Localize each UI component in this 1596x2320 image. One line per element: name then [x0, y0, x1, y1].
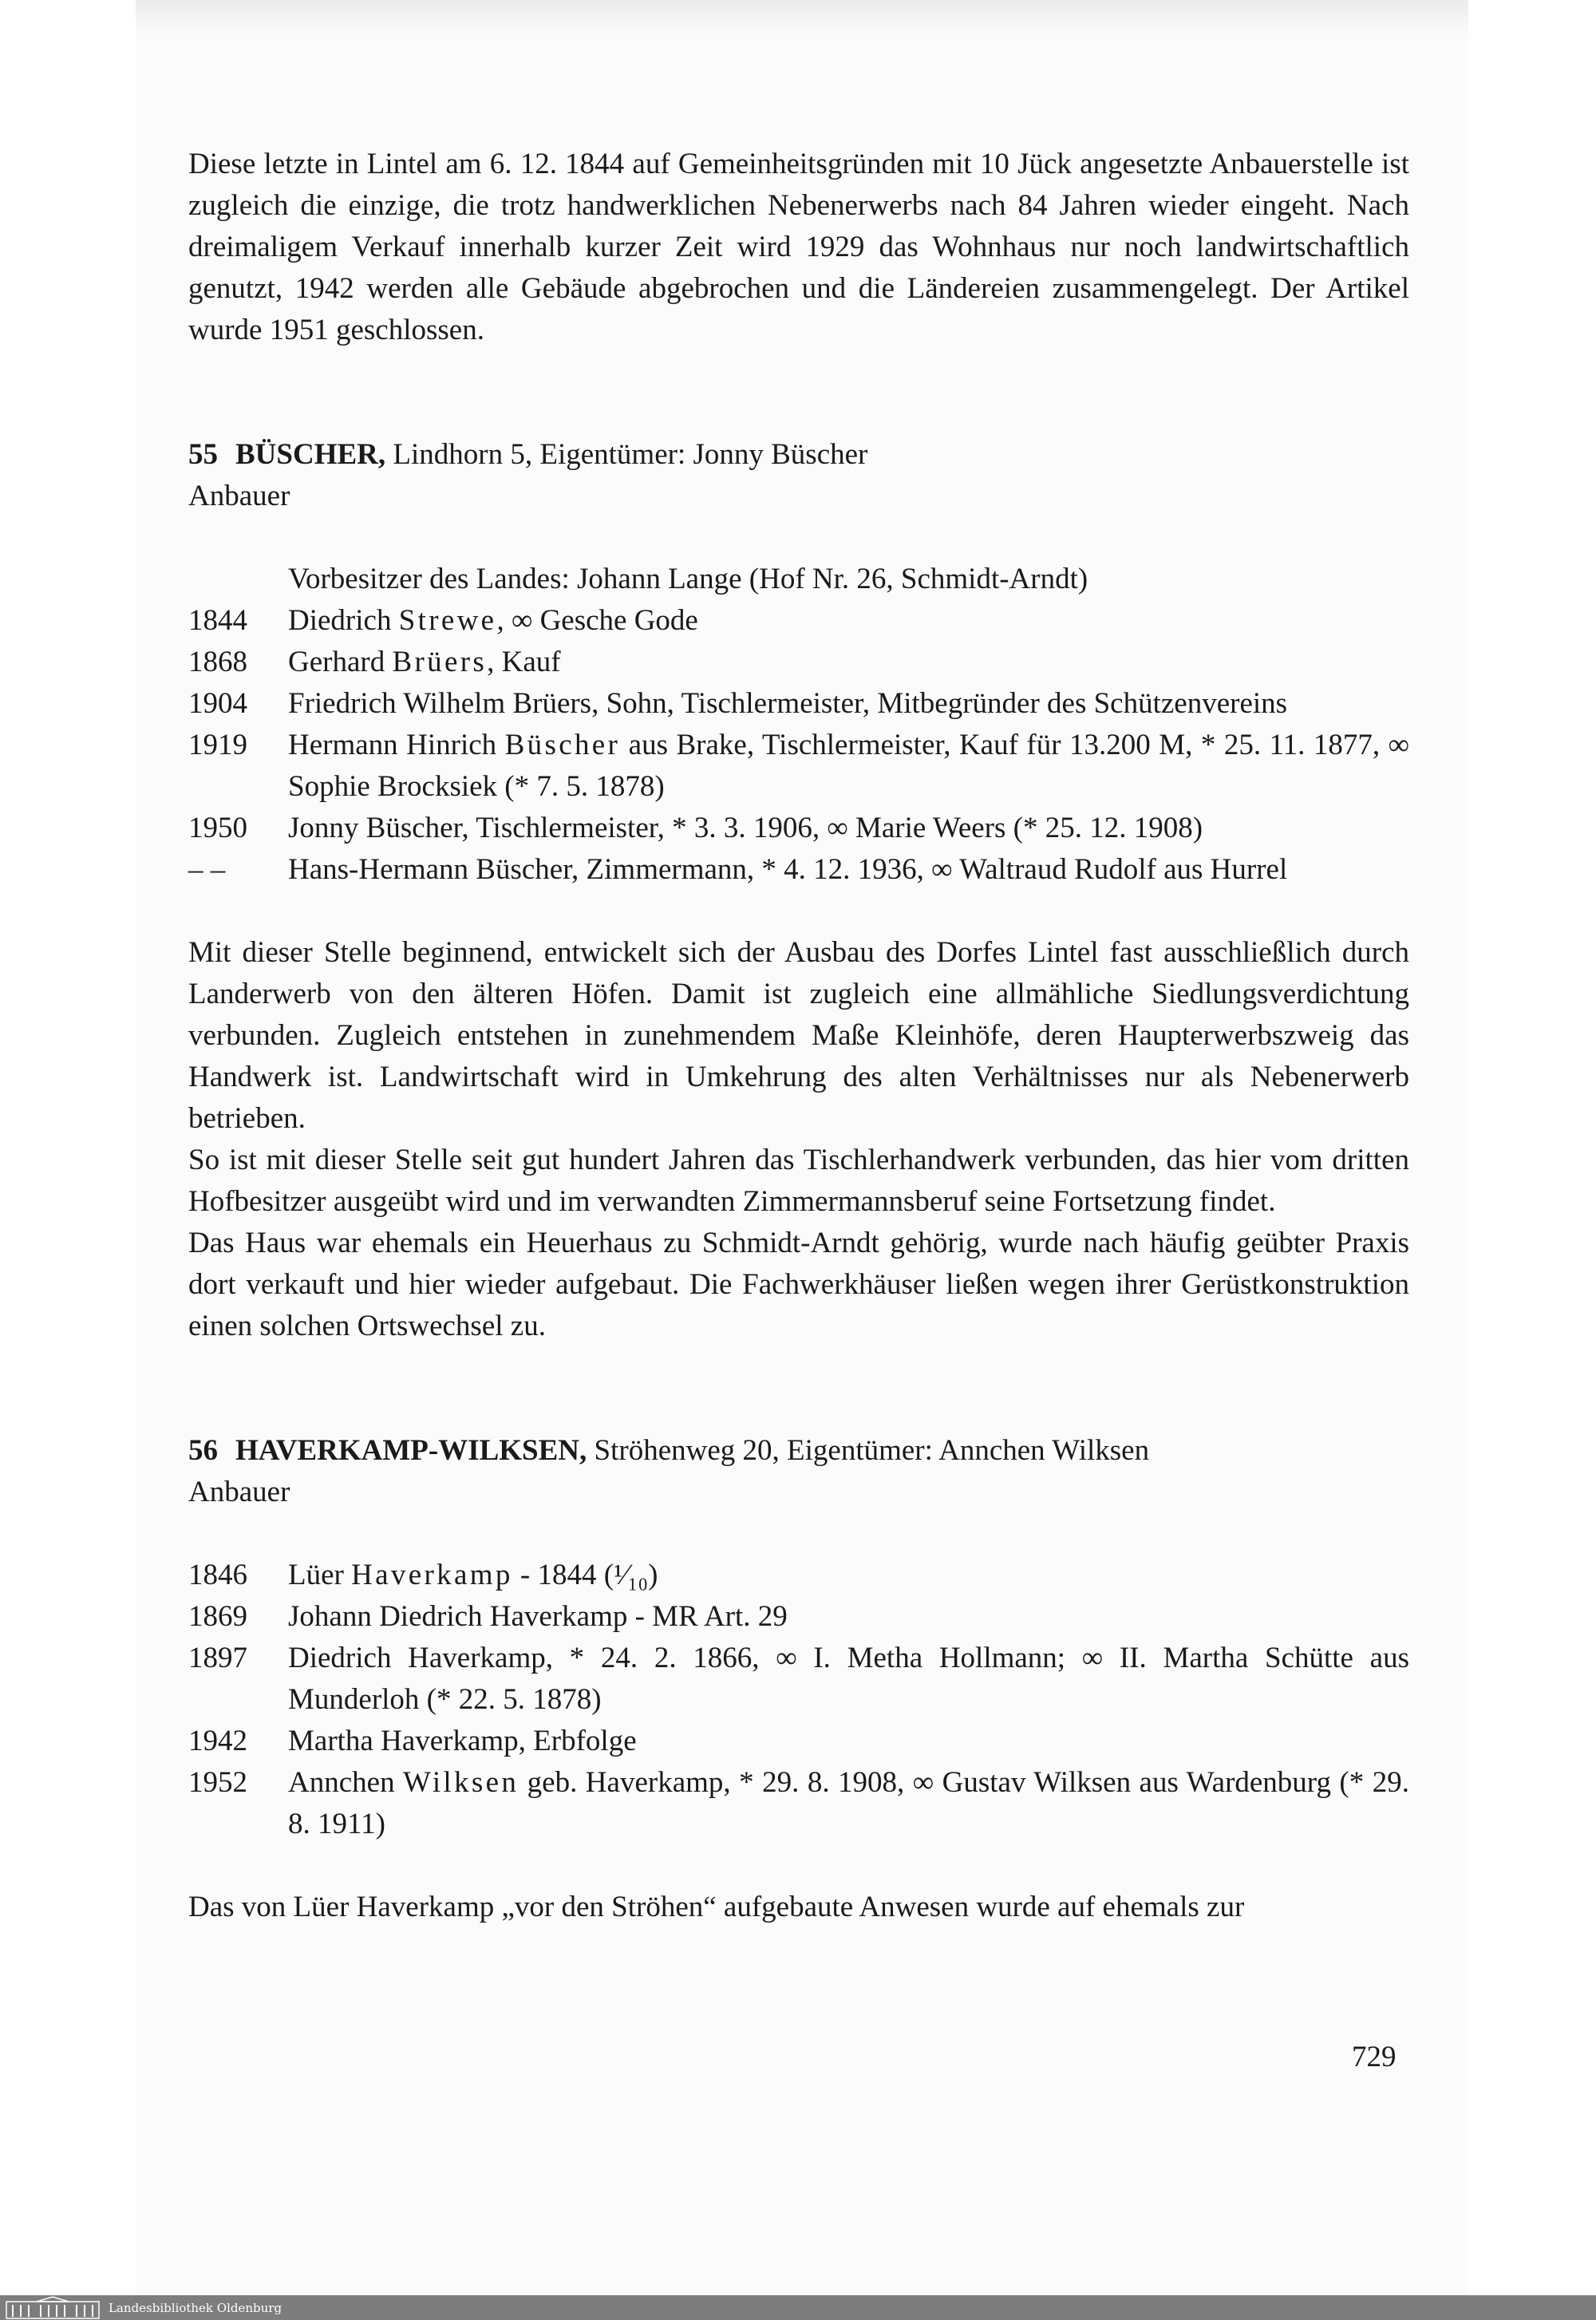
- owner-entry: [188, 600, 1409, 642]
- entry-type: Anbauer: [188, 1476, 290, 1508]
- entry-name: BÜSCHER,: [235, 438, 386, 471]
- owner-year: 1952: [188, 1766, 247, 1799]
- owner-year: 1919: [188, 729, 247, 761]
- owner-entry: [188, 559, 1409, 600]
- owner-year: [188, 559, 288, 600]
- owner-entry: [188, 1638, 1409, 1721]
- owner-entry: [188, 1721, 1409, 1762]
- document-body: [188, 144, 1409, 1928]
- owner-text: Jonny Büscher, Tischlermeister, * 3. 3. 1906, ∞ Marie Weers (* 25. 12. 1908): [288, 812, 1203, 844]
- entry-number: 56: [188, 1434, 218, 1467]
- entry-details: Lindhorn 5, Eigentümer: Jonny Büscher: [393, 438, 868, 471]
- owner-year: 1950: [188, 812, 247, 844]
- owner-text: Friedrich Wilhelm Brüers, Sohn, Tischlermeister, Mitbegründer des Schützenvereins: [288, 687, 1288, 720]
- owner-text: Martha Haverkamp, Erbfolge: [288, 1725, 637, 1757]
- entry-55-heading: [188, 434, 1409, 476]
- owner-entry: [188, 1762, 1409, 1845]
- owner-entry: [188, 683, 1409, 725]
- owner-entry: [188, 1596, 1409, 1638]
- entry-type: Anbauer: [188, 480, 290, 512]
- page-number: 729: [1352, 2041, 1396, 2073]
- owner-text: Vorbesitzer des Landes: Johann Lange (Hof Nr. 26, Schmidt-Arndt): [288, 563, 1088, 595]
- owner-list: [188, 559, 1409, 891]
- owner-year: 1846: [188, 1559, 247, 1591]
- owner-year: – –: [188, 853, 226, 886]
- scan-top-shadow: [136, 0, 1468, 36]
- owner-year: 1942: [188, 1725, 247, 1757]
- owner-year: 1869: [188, 1600, 247, 1633]
- owner-entry: [188, 725, 1409, 808]
- owner-entry: [188, 849, 1409, 891]
- entry-number: 55: [188, 438, 218, 471]
- entry-name: HAVERKAMP-WILKSEN,: [235, 1434, 587, 1467]
- owner-text: Gerhard Brüers, Kauf: [288, 646, 561, 678]
- owner-text: Diedrich Strewe, ∞ Gesche Gode: [288, 604, 698, 637]
- owner-year: 1844: [188, 604, 247, 637]
- library-building-icon: [5, 2295, 101, 2320]
- owner-year: 1897: [188, 1642, 247, 1674]
- owner-text: Diedrich Haverkamp, * 24. 2. 1866, ∞ I. Metha Hollmann; ∞ II. Martha Schütte aus Munderloh (* 22. 5. 1878): [288, 1642, 1409, 1716]
- entry-55: [188, 434, 1409, 1347]
- owner-text: Hans-Hermann Büscher, Zimmermann, * 4. 12. 1936, ∞ Waltraud Rudolf aus Hurrel: [288, 853, 1288, 886]
- owner-year: 1904: [188, 687, 247, 720]
- closing-paragraph: Das von Lüer Haverkamp „vor den Ströhen“ aufgebaute Anwesen wurde auf ehemals zur: [188, 1891, 1245, 1923]
- entry-56: [188, 1430, 1409, 1928]
- owner-text: Annchen Wilksen geb. Haverkamp, * 29. 8. 1908, ∞ Gustav Wilksen aus Wardenburg (* 29. 8. 1911): [288, 1766, 1409, 1840]
- entry-56-heading: [188, 1430, 1409, 1472]
- library-name: Landesbibliothek Oldenburg: [109, 2300, 282, 2315]
- intro-paragraph: Diese letzte in Lintel am 6. 12. 1844 auf Gemeinheitsgründen mit 10 Jück angesetzte Anbauerstelle ist zugleich die einzige, die trotz handwerklichen Nebenerwerbs nach 84 Jahren wieder eingeht. Nach dreimaligem Verkauf innerhalb kurzer Zeit wird 1929 das Wohnhaus nur noch landwirtschaftlich genutzt, 1942 werden alle Gebäude abgebrochen und die Ländereien zusammengelegt. Der Artikel wurde 1951 geschlossen.: [188, 148, 1409, 346]
- body-paragraph: Das Haus war ehemals ein Heuerhaus zu Schmidt-Arndt gehörig, wurde nach häufig geübter Praxis dort verkauft und hier wieder aufgebaut. Die Fachwerkhäuser ließen wegen ihrer Gerüstkonstruktion einen solchen Ortswechsel zu.: [188, 1227, 1409, 1342]
- owner-entry: [188, 1555, 1409, 1596]
- owner-entry: [188, 808, 1409, 849]
- body-paragraph: Mit dieser Stelle beginnend, entwickelt sich der Ausbau des Dorfes Lintel fast ausschließlich durch Landerwerb von den älteren Höfen. Damit ist zugleich eine allmähliche Siedlungsverdichtung verbunden. Zugleich entstehen in zunehmendem Maße Kleinhöfe, deren Haupterwerbszweig das Handwerk ist. Landwirtschaft wird in Umkehrung des alten Verhältnisses nur als Nebenerwerb betrieben.: [188, 936, 1409, 1135]
- owner-text: Johann Diedrich Haverkamp - MR Art. 29: [288, 1600, 788, 1633]
- owner-year: 1868: [188, 646, 247, 678]
- body-paragraph: So ist mit dieser Stelle seit gut hundert Jahren das Tischlerhandwerk verbunden, das hier vom dritten Hofbesitzer ausgeübt wird und im verwandten Zimmermannsberuf seine Fortsetzung findet.: [188, 1144, 1409, 1218]
- owner-entry: [188, 642, 1409, 683]
- library-footer: [0, 2295, 1596, 2320]
- entry-details: Ströhenweg 20, Eigentümer: Annchen Wilksen: [594, 1434, 1150, 1467]
- owner-text: Lüer Haverkamp - 1844 (¹⁄₁₀): [288, 1559, 658, 1591]
- owner-list: [188, 1555, 1409, 1845]
- owner-text: Hermann Hinrich Büscher aus Brake, Tischlermeister, Kauf für 13.200 M, * 25. 11. 1877, ∞ Sophie Brocksiek (* 7. 5. 1878): [288, 729, 1409, 803]
